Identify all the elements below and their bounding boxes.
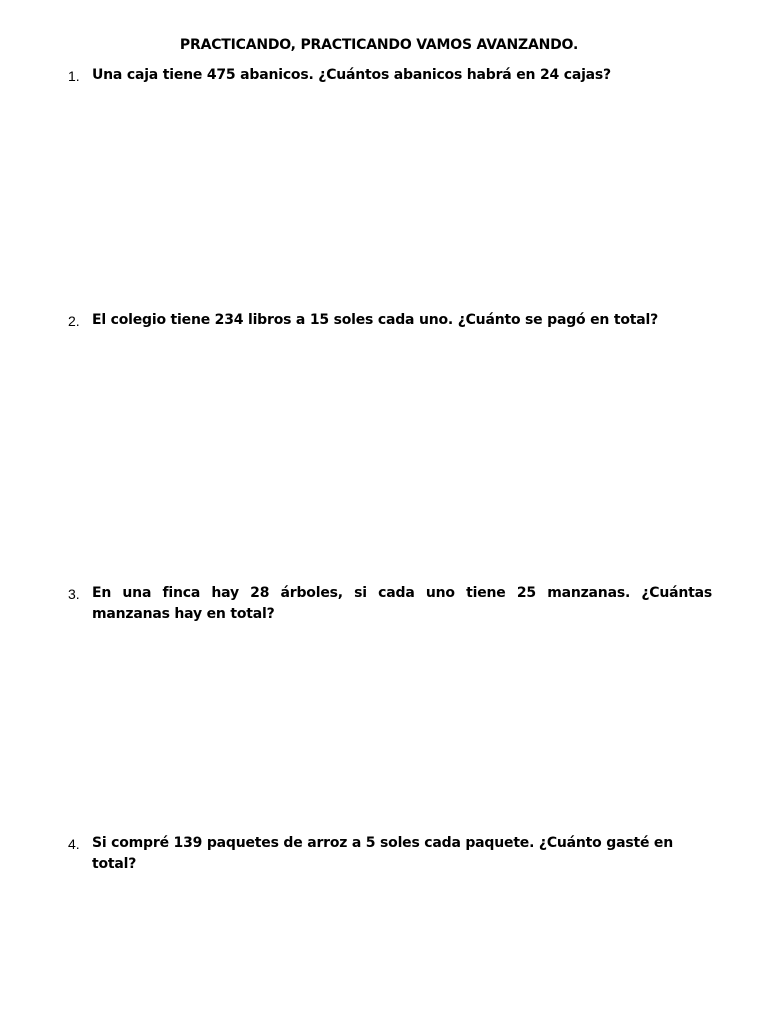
problem-number: 2. — [68, 313, 80, 329]
problem-number: 1. — [68, 68, 80, 84]
problem-text: Si compré 139 paquetes de arroz a 5 soles cada paquete. ¿Cuánto gasté en total? — [92, 835, 673, 872]
problem-item — [68, 583, 712, 625]
problem-item — [68, 833, 712, 875]
problem-text: Una caja tiene 475 abanicos. ¿Cuántos abanicos habrá en 24 cajas? — [92, 67, 611, 83]
page-title: PRACTICANDO, PRACTICANDO VAMOS AVANZANDO. — [179, 37, 579, 53]
problem-text: En una finca hay 28 árboles, si cada uno tiene 25 manzanas. ¿Cuántas manzanas hay en total? — [92, 585, 712, 622]
problem-text: El colegio tiene 234 libros a 15 soles cada uno. ¿Cuánto se pagó en total? — [92, 312, 659, 328]
problem-number: 3. — [68, 586, 80, 602]
problem-number: 4. — [68, 836, 80, 852]
problem-item — [68, 65, 712, 86]
problem-item — [68, 310, 712, 331]
